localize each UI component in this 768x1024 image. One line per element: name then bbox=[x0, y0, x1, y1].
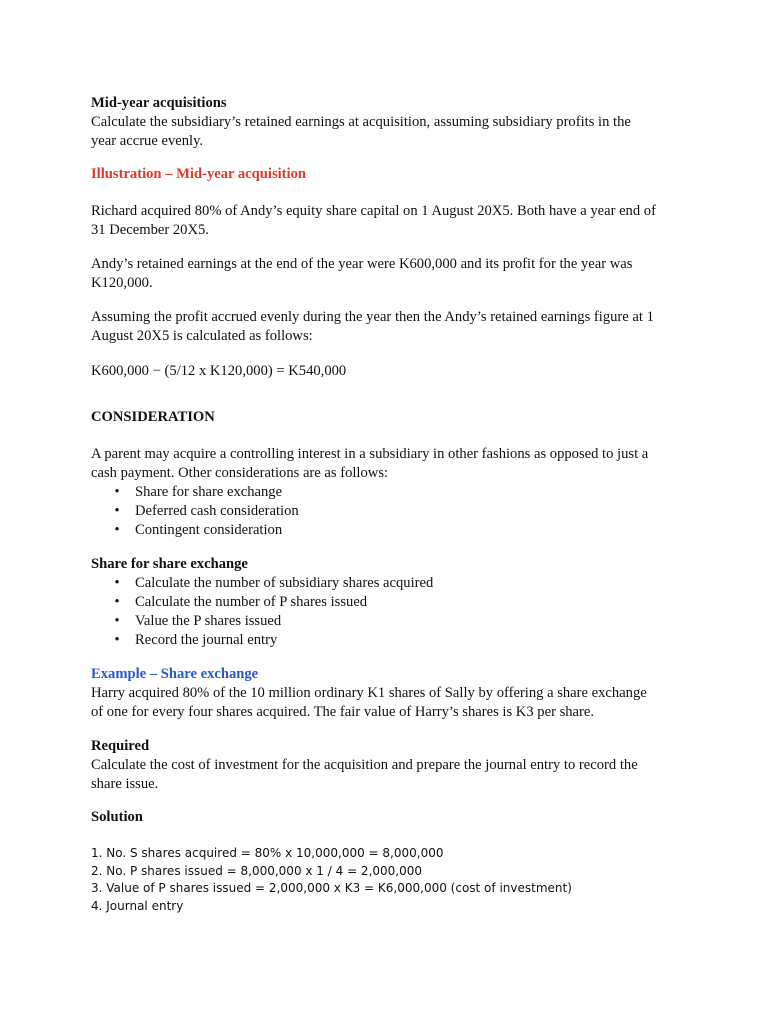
list-item-label: Share for share exchange bbox=[135, 484, 283, 500]
bullet-icon: • bbox=[114, 594, 120, 610]
consideration-list bbox=[91, 483, 691, 540]
example-heading: Example – Share exchange bbox=[91, 666, 259, 682]
illustration-p1-line2: 31 December 20X5. bbox=[91, 222, 209, 238]
consideration-line2: cash payment. Other considerations are as follows: bbox=[91, 465, 389, 481]
bullet-icon: • bbox=[114, 632, 120, 648]
solution-heading: Solution bbox=[91, 809, 143, 825]
mid-year-intro-line2: year accrue evenly. bbox=[91, 133, 204, 149]
required-heading: Required bbox=[91, 738, 150, 754]
illustration-p3-line1: Assuming the profit accrued evenly during the year then the Andy’s retained earnings figure at 1 bbox=[91, 309, 654, 325]
list-item bbox=[91, 593, 691, 612]
solution-step: 1. No. S shares acquired = 80% x 10,000,000 = 8,000,000 bbox=[91, 846, 444, 860]
list-item-label: Record the journal entry bbox=[135, 632, 278, 648]
required-line2: share issue. bbox=[91, 776, 159, 792]
illustration-p2-line1: Andy’s retained earnings at the end of the year were K600,000 and its profit for the year was bbox=[91, 256, 633, 272]
list-item-label: Value the P shares issued bbox=[135, 613, 282, 629]
list-item bbox=[91, 612, 691, 631]
mid-year-section bbox=[91, 94, 691, 151]
share-exchange-section bbox=[91, 555, 691, 650]
required-section bbox=[91, 737, 691, 794]
illustration-p3-line2: August 20X5 is calculated as follows: bbox=[91, 328, 313, 344]
consideration-section bbox=[91, 445, 691, 540]
list-item bbox=[91, 502, 691, 521]
illustration-heading: Illustration – Mid-year acquisition bbox=[91, 166, 307, 182]
share-exchange-heading: Share for share exchange bbox=[91, 556, 248, 572]
bullet-icon: • bbox=[114, 503, 120, 519]
illustration-paragraph-2 bbox=[91, 255, 691, 293]
list-item-label: Calculate the number of subsidiary shares acquired bbox=[135, 575, 434, 591]
consideration-line1: A parent may acquire a controlling interest in a subsidiary in other fashions as opposed to just a bbox=[91, 446, 649, 462]
list-item bbox=[91, 521, 691, 540]
example-section bbox=[91, 665, 691, 722]
solution-step: 3. Value of P shares issued = 2,000,000 x K3 = K6,000,000 (cost of investment) bbox=[91, 881, 572, 895]
bullet-icon: • bbox=[114, 522, 120, 538]
solution-step: 4. Journal entry bbox=[91, 898, 184, 913]
list-item-label: Deferred cash consideration bbox=[135, 503, 299, 519]
mid-year-intro-line1: Calculate the subsidiary’s retained earnings at acquisition, assuming subsidiary profits in the bbox=[91, 114, 631, 130]
share-exchange-list bbox=[91, 574, 691, 650]
illustration-paragraph-1 bbox=[91, 202, 691, 240]
list-item-label: Contingent consideration bbox=[135, 522, 283, 538]
list-item bbox=[91, 574, 691, 593]
bullet-icon: • bbox=[114, 484, 120, 500]
solution-step: 2. No. P shares issued = 8,000,000 x 1 / 4 = 2,000,000 bbox=[91, 863, 423, 878]
list-item bbox=[91, 483, 691, 502]
illustration-p1-line1: Richard acquired 80% of Andy’s equity share capital on 1 August 20X5. Both have a year end of bbox=[91, 203, 656, 219]
example-line1: Harry acquired 80% of the 10 million ordinary K1 shares of Sally by offering a share exchange bbox=[91, 685, 647, 701]
required-line1: Calculate the cost of investment for the acquisition and prepare the journal entry to record the bbox=[91, 757, 638, 773]
illustration-p2-line2: K120,000. bbox=[91, 275, 153, 291]
example-line2: of one for every four shares acquired. The fair value of Harry’s shares is K3 per share. bbox=[91, 704, 595, 720]
mid-year-heading: Mid-year acquisitions bbox=[91, 95, 227, 111]
consideration-heading: CONSIDERATION bbox=[91, 409, 215, 425]
illustration-paragraph-3 bbox=[91, 308, 691, 346]
list-item bbox=[91, 631, 691, 650]
solution-steps bbox=[91, 845, 691, 915]
bullet-icon: • bbox=[114, 575, 120, 591]
illustration-formula: K600,000 − (5/12 x K120,000) = K540,000 bbox=[91, 363, 347, 379]
list-item-label: Calculate the number of P shares issued bbox=[135, 594, 368, 610]
bullet-icon: • bbox=[114, 613, 120, 629]
